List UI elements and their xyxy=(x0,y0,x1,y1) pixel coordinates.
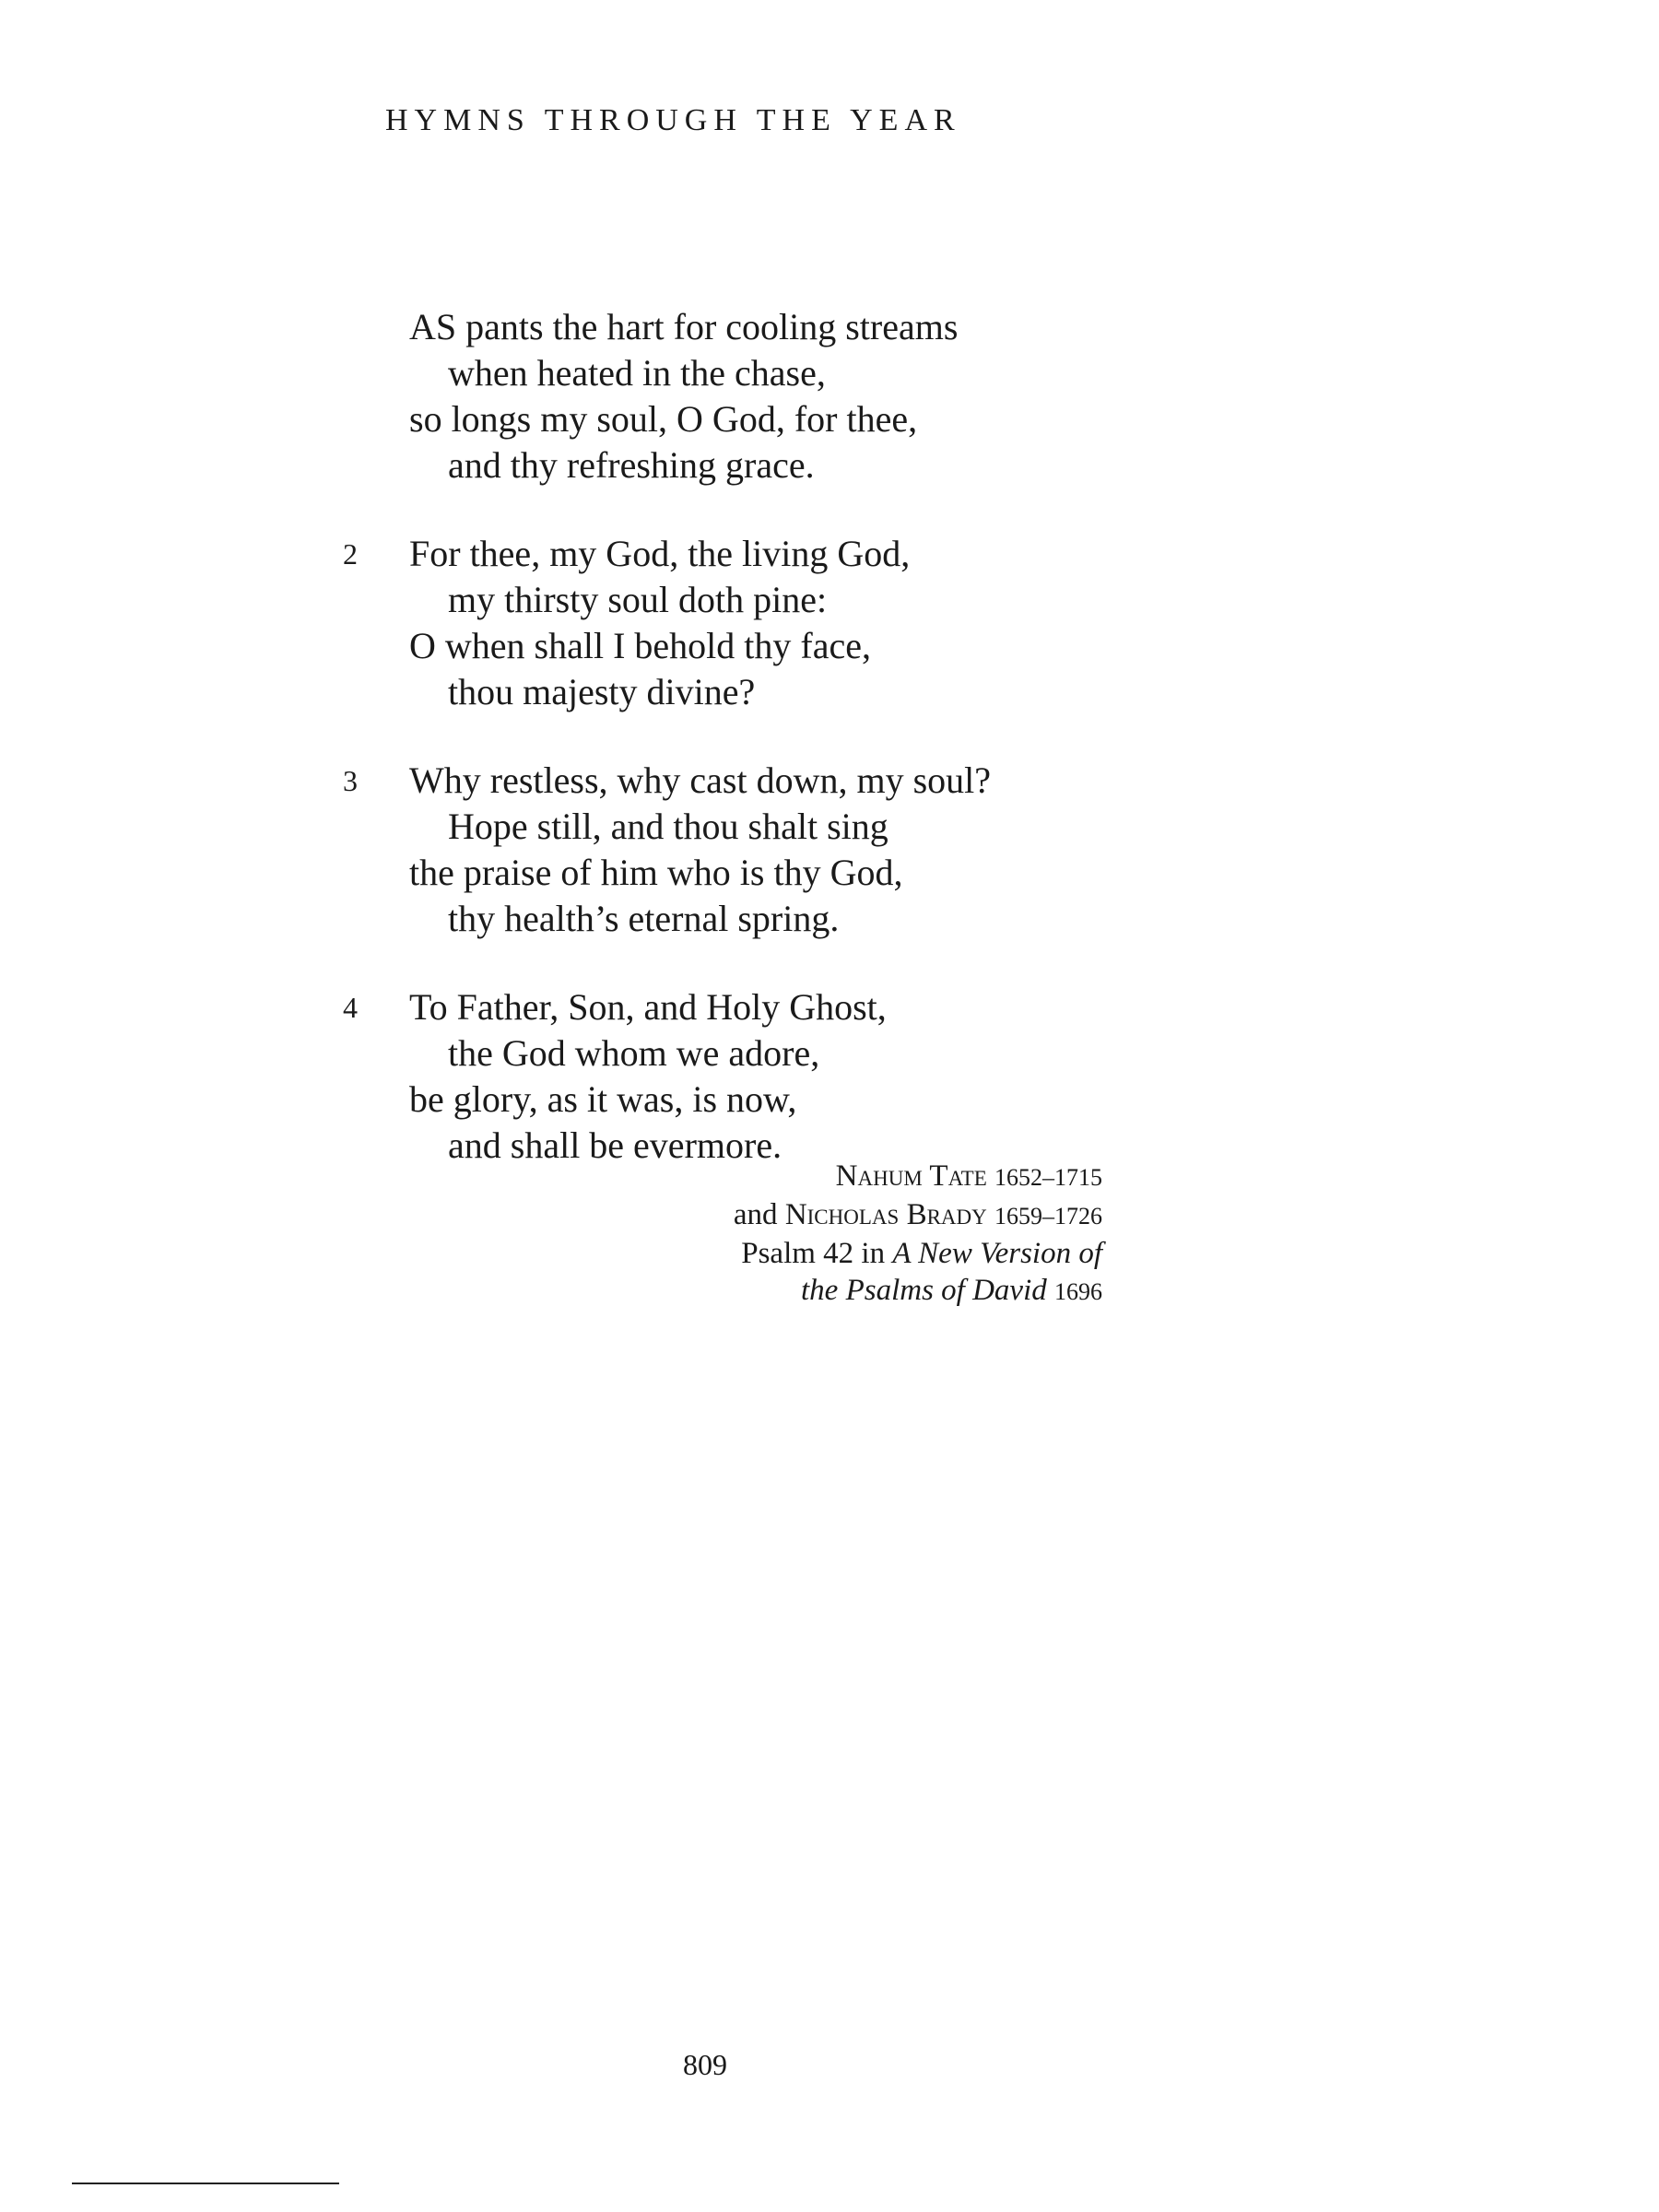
source-prefix: Psalm 42 in xyxy=(741,1237,886,1270)
author-name: Nicholas Brady xyxy=(784,1198,987,1231)
verse-line: For thee, my God, the living God, xyxy=(409,533,911,574)
verse-number: 2 xyxy=(343,537,358,571)
conjunction: and xyxy=(733,1198,778,1231)
verse-line: thou majesty divine? xyxy=(448,671,756,712)
verse-line: when heated in the chase, xyxy=(448,352,826,394)
page-number: 809 xyxy=(683,2048,727,2081)
attribution-line-2 xyxy=(734,1196,1102,1235)
verse-line: AS pants the hart for cooling streams xyxy=(409,306,959,347)
verse-line: be glory, as it was, is now, xyxy=(409,1078,797,1120)
verse-line: and shall be evermore. xyxy=(448,1124,782,1166)
verse-number: 3 xyxy=(343,764,358,797)
verse-line: Why restless, why cast down, my soul? xyxy=(409,759,992,801)
running-head: HYMNS THROUGH THE YEAR xyxy=(385,103,961,137)
verse-number: 4 xyxy=(343,991,358,1024)
attribution-line-4 xyxy=(734,1272,1102,1311)
verse-line: and thy refreshing grace. xyxy=(448,444,815,486)
verse-line: so longs my soul, O God, for thee, xyxy=(409,398,918,440)
verse-line: O when shall I behold thy face, xyxy=(409,625,871,666)
verse-line: Hope still, and thou shalt sing xyxy=(448,806,888,847)
verse-4 xyxy=(343,984,1172,1169)
verse-line: my thirsty soul doth pine: xyxy=(448,579,828,620)
verse-line: To Father, Son, and Holy Ghost, xyxy=(409,986,887,1028)
author-name: Nahum Tate xyxy=(835,1159,987,1193)
footer-rule xyxy=(72,2183,339,2184)
attribution-line-1 xyxy=(734,1158,1102,1196)
verse-line: thy health’s eternal spring. xyxy=(448,898,840,939)
verse-2 xyxy=(343,531,1172,715)
source-year: 1696 xyxy=(1054,1278,1102,1305)
source-title: A New Version of xyxy=(892,1237,1102,1270)
verse-3 xyxy=(343,758,1172,942)
source-title: the Psalms of David xyxy=(801,1274,1047,1307)
verse-1 xyxy=(343,304,1172,488)
verse-line: the praise of him who is thy God, xyxy=(409,852,903,893)
verse-line: the God whom we adore, xyxy=(448,1032,820,1074)
hymn-text xyxy=(343,304,1172,1211)
attribution xyxy=(734,1158,1102,1311)
attribution-line-3 xyxy=(734,1235,1102,1272)
author-dates: 1659–1726 xyxy=(994,1203,1102,1230)
author-dates: 1652–1715 xyxy=(994,1164,1102,1191)
